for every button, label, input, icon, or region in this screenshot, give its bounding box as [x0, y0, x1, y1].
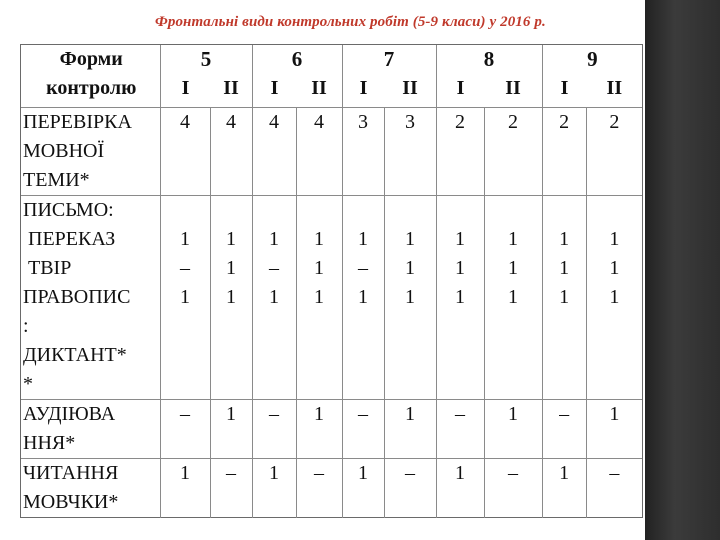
value-line: 1 [269, 227, 280, 250]
value-cell [296, 458, 342, 518]
row-label-line: ПРАВОПИС [23, 285, 131, 308]
value-line: 4 [180, 110, 190, 133]
value-line: 3 [405, 110, 416, 133]
value-line [343, 196, 384, 225]
value-line: 1 [358, 227, 369, 250]
value-cell [342, 399, 384, 458]
table-row [21, 458, 642, 518]
value-line: – [358, 402, 369, 425]
value-line: 1 [226, 256, 236, 279]
value-cell [296, 107, 342, 195]
value-line: 2 [508, 110, 519, 133]
control-works-table [20, 44, 643, 518]
value-line: 1 [405, 285, 416, 308]
value-cell [586, 195, 642, 399]
value-cell [296, 195, 342, 399]
row-label-line: ТЕМИ* [23, 168, 90, 191]
value-cell [436, 107, 484, 195]
table-row [21, 399, 642, 458]
value-line: 1 [508, 285, 519, 308]
value-line [253, 196, 296, 225]
value-line: 1 [226, 227, 236, 250]
value-cell [542, 458, 586, 518]
grade-5-cell [160, 45, 252, 107]
value-line: 1 [508, 402, 519, 425]
value-cell [210, 458, 252, 518]
value-line: – [455, 402, 466, 425]
semester-label: I [359, 77, 368, 99]
value-line [385, 196, 436, 225]
value-line [485, 196, 542, 225]
value-line [437, 196, 484, 225]
value-line: 1 [609, 227, 620, 250]
value-line: 4 [269, 110, 280, 133]
value-line: 1 [405, 227, 416, 250]
grade-7-cell [342, 45, 436, 107]
value-cell [484, 107, 542, 195]
value-line: 1 [559, 461, 570, 484]
value-cell [160, 458, 210, 518]
value-cell [210, 399, 252, 458]
value-cell [384, 107, 436, 195]
value-cell [436, 458, 484, 518]
value-line: 1 [609, 256, 620, 279]
value-line: – [314, 461, 325, 484]
row-label-cell [21, 399, 160, 458]
row-label-line: ПЕРЕКАЗ [23, 227, 116, 250]
value-line: 1 [314, 227, 325, 250]
value-line: 1 [609, 285, 620, 308]
value-line: – [180, 256, 190, 279]
value-cell [160, 107, 210, 195]
grade-9: 9 [587, 47, 598, 71]
value-line: – [405, 461, 416, 484]
slide-side-bar [645, 0, 720, 540]
value-cell [210, 107, 252, 195]
value-line: – [508, 461, 519, 484]
grade-8-cell [436, 45, 542, 107]
grade-5: 5 [200, 47, 212, 71]
value-cell [384, 399, 436, 458]
header-label-cell [21, 45, 160, 107]
value-line: 1 [226, 402, 236, 425]
value-cell [160, 195, 210, 399]
value-line: 1 [269, 285, 280, 308]
value-line: 2 [559, 110, 570, 133]
value-line: 4 [226, 110, 236, 133]
semester-label: II [505, 77, 521, 99]
value-cell [484, 195, 542, 399]
value-line: 1 [508, 227, 519, 250]
value-line: 1 [180, 461, 190, 484]
row-label-line: ПЕРЕВІРКА [23, 110, 132, 133]
semester-label: I [181, 77, 190, 99]
value-line: 1 [269, 461, 280, 484]
value-line: 2 [455, 110, 466, 133]
row-label-line: ПИСЬМО: [23, 198, 114, 221]
value-cell [252, 399, 296, 458]
value-cell [542, 195, 586, 399]
semester-label: I [560, 77, 569, 99]
grade-6-cell [252, 45, 342, 107]
table-row [21, 107, 642, 195]
value-line: 4 [314, 110, 325, 133]
value-line [587, 196, 643, 225]
semester-label: I [456, 77, 465, 99]
grade-7: 7 [383, 47, 395, 71]
value-cell [342, 195, 384, 399]
row-label-line: АУДІЮВА [23, 402, 116, 425]
value-line: 1 [405, 402, 416, 425]
value-cell [586, 399, 642, 458]
row-label-line: * [23, 372, 33, 395]
value-line: 1 [314, 285, 325, 308]
value-cell [252, 195, 296, 399]
value-line: 1 [609, 402, 620, 425]
header-label-line: Форми [59, 48, 123, 70]
value-line [543, 196, 586, 225]
row-label-line: ННЯ* [23, 431, 76, 454]
grade-8: 8 [483, 47, 495, 71]
value-line: 1 [455, 227, 466, 250]
row-label-line: : [23, 314, 29, 337]
value-line: 1 [455, 285, 466, 308]
value-line: 2 [609, 110, 620, 133]
value-cell [436, 195, 484, 399]
value-cell [542, 107, 586, 195]
grade-9-cell [542, 45, 642, 107]
value-cell [436, 399, 484, 458]
row-label-line: ТВІР [23, 256, 72, 279]
table-row [21, 195, 642, 399]
value-cell [252, 107, 296, 195]
semester-label: I [270, 77, 279, 99]
row-label-line: МОВНОЇ [23, 139, 105, 162]
value-cell [484, 458, 542, 518]
value-cell [542, 399, 586, 458]
value-line [211, 196, 252, 225]
value-cell [160, 399, 210, 458]
value-line: 3 [358, 110, 369, 133]
value-cell [384, 195, 436, 399]
row-label-cell [21, 458, 160, 518]
value-line: 1 [358, 285, 369, 308]
value-line: 1 [455, 461, 466, 484]
header-label-line: контролю [46, 77, 137, 99]
row-label-line: ДИКТАНТ* [23, 343, 127, 366]
table-body [21, 45, 642, 518]
value-cell [252, 458, 296, 518]
value-line: – [269, 256, 280, 279]
value-cell [384, 458, 436, 518]
value-line: – [609, 461, 620, 484]
row-label-line: ЧИТАННЯ [23, 461, 119, 484]
semester-label: II [402, 77, 418, 99]
semester-label: II [606, 77, 623, 99]
value-line: 1 [559, 285, 570, 308]
value-cell [586, 107, 642, 195]
value-line: 1 [508, 256, 519, 279]
semester-label: II [311, 77, 327, 99]
semester-label: II [223, 77, 239, 99]
value-line: 1 [559, 256, 570, 279]
value-line: 1 [455, 256, 466, 279]
header-row [21, 45, 642, 107]
row-label-cell [21, 195, 160, 399]
slide-title: Фронтальні види контрольних робіт (5-9 класи) у 2016 р. [155, 14, 546, 30]
value-line: – [559, 402, 570, 425]
row-label-cell [21, 107, 160, 195]
value-line: – [358, 256, 369, 279]
value-line: 1 [559, 227, 570, 250]
value-line: 1 [226, 285, 236, 308]
value-cell [342, 107, 384, 195]
value-line: 1 [358, 461, 369, 484]
value-line: – [269, 402, 280, 425]
value-cell [296, 399, 342, 458]
value-line: 1 [180, 285, 190, 308]
value-line: 1 [314, 402, 325, 425]
value-line [297, 196, 342, 225]
value-line [161, 196, 210, 225]
value-cell [484, 399, 542, 458]
value-line: 1 [180, 227, 190, 250]
value-line: 1 [405, 256, 416, 279]
value-cell [586, 458, 642, 518]
value-line: – [180, 402, 190, 425]
value-cell [342, 458, 384, 518]
value-line: 1 [314, 256, 325, 279]
value-cell [210, 195, 252, 399]
table [21, 45, 642, 518]
value-line: – [226, 461, 236, 484]
row-label-line: МОВЧКИ* [23, 490, 119, 513]
grade-6: 6 [291, 47, 303, 71]
